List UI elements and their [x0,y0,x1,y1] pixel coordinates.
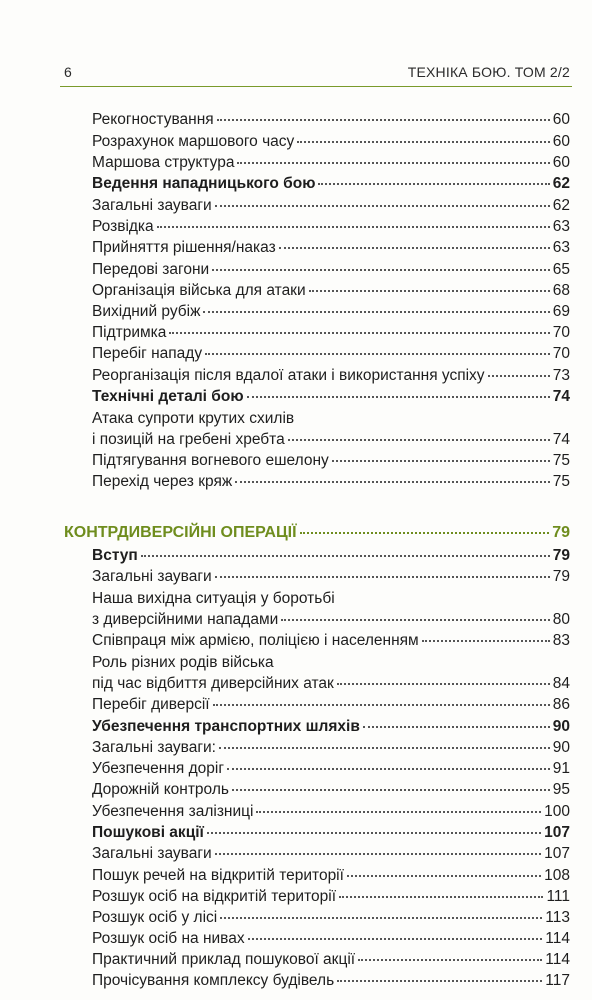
toc-entry [92,929,570,949]
toc-entry-title: Убезпечення залізниці [92,803,254,820]
toc-entry-title-line: Атака супроти крутих схилів [92,410,295,427]
toc-entry-title: Вихідний рубіж [92,303,201,320]
toc-leader [248,938,543,940]
toc-entry [92,260,570,280]
toc-entry-title: Перехід через кряж [92,473,233,490]
toc-entry-page: 60 [552,133,570,150]
toc-entry-page: 69 [552,303,570,320]
toc-entry-page: 60 [552,111,570,128]
toc-leader [318,183,549,185]
toc-leader [247,396,550,398]
toc-leader [215,205,550,207]
toc-entry-page: 74 [552,431,570,448]
toc-leader [219,747,550,749]
toc-entry-title: Убезпечення доріг [92,760,224,777]
toc-entry-title: Убезпечення транспортних шляхів [92,718,360,735]
toc-entry-title: Загальні зауваги [92,568,212,585]
toc-entry [92,366,570,386]
toc-entry-page: 91 [552,760,570,777]
toc-entry-page: 90 [552,718,570,735]
toc-leader [339,896,543,898]
toc-entry-page: 83 [552,632,570,649]
toc-entry [92,950,570,970]
toc-entry-page: 95 [552,781,570,798]
toc-leader [332,460,550,462]
toc-entry-title: Прийняття рішення/наказ [92,239,276,256]
toc-entry-page: 70 [552,324,570,341]
toc-entry-title: Загальні зауваги: [92,739,216,756]
toc-leader [279,247,550,249]
toc-leader [215,853,541,855]
toc-entry-page: 111 [546,888,570,905]
toc-entry-page: 114 [545,951,570,968]
toc-entry [92,430,570,450]
toc-entry-page: 90 [552,739,570,756]
toc-entry-title: Перебіг нападу [92,345,203,362]
toc-entry-title: Технічні деталі бою [92,388,244,405]
toc-entry [92,567,570,587]
toc-leader [169,332,549,334]
toc-entry-title: Реорганізація після вдалої атаки і використання успіху [92,367,485,384]
toc-entry [92,238,570,258]
toc-entry-page: 63 [552,239,570,256]
toc-entry-page: 114 [545,930,570,947]
toc-entry-title: Практичний приклад пошукової акції [92,951,356,968]
toc-entry [92,887,570,907]
toc-entry-title: Розшук осіб на відкритій території [92,888,336,905]
toc-entry-title: Пошук речей на відкритій території [92,867,344,884]
toc-leader [309,290,550,292]
toc-subsection-heading [92,387,570,407]
toc-entry [92,132,570,152]
toc-leader [213,704,550,706]
toc-entry [92,110,570,130]
toc-entry [92,802,570,822]
toc-entry [92,610,570,630]
toc-entry-page: 60 [552,154,570,171]
toc-entry-page: 68 [552,282,570,299]
toc-entry [92,196,570,216]
toc-entry-page: 80 [552,611,570,628]
toc-entry-title: Перебіг диверсії [92,696,210,713]
toc-subsection-heading [92,823,570,843]
toc-entry-title: Підтримка [92,324,167,341]
toc-entry-title: КОНТРДИВЕРСІЙНІ ОПЕРАЦІЇ [64,524,297,541]
toc-leader [217,119,550,121]
toc-entry-title-line: Роль різних родів війська [92,654,274,671]
toc-entry [92,866,570,886]
toc-entry-page: 113 [545,909,570,926]
toc-chapter-heading [64,523,570,543]
toc-entry-title-line: Наша вихідна ситуація у боротьбі [92,590,335,607]
toc-leader [300,532,550,534]
toc-leader [141,555,550,557]
toc-entry-page: 73 [552,367,570,384]
toc-entry-page: 107 [544,845,570,862]
toc-entry-page: 75 [552,452,570,469]
toc-leader [215,576,550,578]
toc-leader [337,980,542,982]
toc-entry-title: Маршова структура [92,154,235,171]
toc-entry-title: під час відбиття диверсійних атак [92,675,334,692]
toc-entry-page: 75 [552,473,570,490]
toc-entry [92,302,570,322]
toc-entry [92,631,570,651]
toc-leader [227,768,550,770]
toc-leader [347,875,541,877]
toc-entry-page: 107 [544,824,570,841]
toc-entry [92,153,570,173]
toc-entry [92,759,570,779]
toc-entry [92,780,570,800]
toc-leader [232,789,550,791]
toc-entry [92,472,570,492]
toc-entry-title: Рекогностування [92,111,214,128]
toc-leader [358,959,542,961]
toc-entry-page: 79 [552,547,570,564]
toc-entry-title: Розрахунок маршового часу [92,133,295,150]
toc-entry-title: Передові загони [92,261,210,278]
toc-entry-page: 79 [552,568,570,585]
page-number: 6 [64,64,72,80]
toc-entry-title: Підтягування вогневого ешелону [92,452,329,469]
toc-entry-title: Дорожній контроль [92,781,229,798]
toc-entry [92,971,570,991]
toc-entry-page: 86 [552,696,570,713]
toc-entry [92,695,570,715]
toc-entry-title: Ведення нападницького бою [92,175,316,192]
toc-entry-page: 100 [544,803,570,820]
toc-entry-page: 63 [552,218,570,235]
toc-entry-title: Розшук осіб на нивах [92,930,245,947]
toc-entry-title: Прочісування комплексу будівель [92,972,335,989]
toc-leader [363,726,550,728]
toc-leader [288,439,550,441]
toc-subsection-heading [92,174,570,194]
toc-leader [205,353,550,355]
toc-entry-page: 74 [552,388,570,405]
toc-leader [237,162,549,164]
toc-entry [92,344,570,364]
toc-entry [92,451,570,471]
toc-entry-title: Розшук осіб у лісі [92,909,218,926]
toc-entry [92,908,570,928]
toc-entry-page: 84 [552,675,570,692]
toc-leader [297,141,549,143]
toc-subsection-heading [92,546,570,566]
toc-leader [422,640,550,642]
toc-entry-page: 108 [544,867,570,884]
toc-entry-title: з диверсійними нападами [92,611,279,628]
toc-leader [281,619,549,621]
toc-entry [92,323,570,343]
toc-entry [92,738,570,758]
toc-entry-title: Розвідка [92,218,154,235]
toc-entry [92,281,570,301]
toc-leader [203,311,549,313]
toc-entry-title: Організація війська для атаки [92,282,306,299]
running-title: ТЕХНІКА БОЮ. ТОМ 2/2 [407,64,570,80]
toc-leader [488,375,550,377]
toc-leader [220,917,542,919]
toc-leader [235,481,550,483]
toc-entry-page: 70 [552,345,570,362]
toc-subsection-heading [92,717,570,737]
toc-entry-title: Пошукові акції [92,824,204,841]
toc-entry-page: 117 [545,972,570,989]
toc-entry-title: Вступ [92,547,138,564]
toc-entry-title: Загальні зауваги [92,845,212,862]
toc-entry-title: Співпраця між армією, поліцією і населенням [92,632,419,649]
toc-leader [157,226,550,228]
toc-entry-page: 62 [552,175,570,192]
toc-entry-page: 65 [552,261,570,278]
toc-leader [256,811,541,813]
toc-entry [92,844,570,864]
toc-entry [92,217,570,237]
toc-entry [92,674,570,694]
toc-entry-page: 79 [552,524,570,541]
toc-entry-page: 62 [552,197,570,214]
toc-leader [212,269,550,271]
toc-leader [207,832,541,834]
toc-entry-title: і позицій на гребені хребта [92,431,285,448]
toc-entry-title: Загальні зауваги [92,197,212,214]
toc-leader [337,683,550,685]
